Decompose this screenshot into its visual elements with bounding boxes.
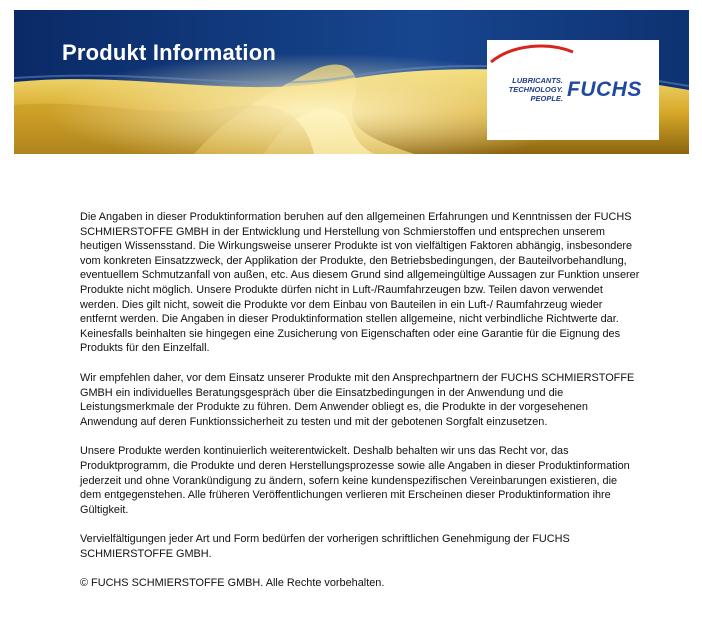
logo-tagline	[501, 76, 563, 103]
logo-brand-name: FUCHS	[567, 78, 642, 101]
header-banner	[14, 10, 689, 154]
paragraph: Unsere Produkte werden kontinuierlich weiterentwickelt. Deshalb behalten wir uns das Recht vor, das Produktprogramm, die Produkte und deren Herstellungsprozesse sowie alle Angaben in dieser Produktinformation jederzeit und ohne Vorankündigung zu ändern, sofern keine kundenspezifischen Vereinbarungen existieren, die dem entgegenstehen. Alle früheren Veröffentlichungen verlieren mit Erscheinen dieser Produktinformation ihre Gültigkeit.	[80, 445, 630, 516]
copyright-notice: © FUCHS SCHMIERSTOFFE GMBH. Alle Rechte vorbehalten.	[80, 577, 385, 590]
logo-tagline-line: TECHNOLOGY.	[508, 85, 563, 94]
disclaimer-text	[80, 210, 640, 606]
paragraph: Die Angaben in dieser Produktinformation beruhen auf den allgemeinen Erfahrungen und Kenntnissen der FUCHS SCHMIERSTOFFE GMBH in der Entwicklung und Herstellung von Schmierstoffen und entsprechen unserem heutigen Wissensstand. Die Wirkungsweise unserer Produkte ist von vielfältigen Faktoren abhängig, insbesondere vom konkreten Einsatzzweck, der Applikation der Produkte, den Betriebsbedingungen, der Bauteilvorbehandlung, eventuellem Schmutzanfall von außen, etc. Aus diesem Grund sind allgemeingültige Aussagen zur Funktion unserer Produkte nicht möglich. Unsere Produkte dürfen nicht in Luft-/Raumfahrzeugen bzw. Teilen davon verwendet werden. Dies gilt nicht, soweit die Produkte vor dem Einbau von Bauteilen in ein Luft-/ Raumfahrzeug wieder entfernt werden. Die Angaben in dieser Produktinformation stellen allgemeine, nicht verbindliche Richtwerte dar. Keinesfalls beinhalten sie hingegen eine Zusicherung von Eigenschaften oder eine Garantie für die Eignung des Produkts für den Einzelfall.	[80, 211, 640, 355]
fuchs-logo	[487, 40, 659, 140]
logo-tagline-line: PEOPLE.	[530, 94, 563, 103]
logo-swoosh-icon	[487, 40, 577, 66]
logo-tagline-line: LUBRICANTS.	[512, 76, 563, 85]
page-title: Produkt Information	[62, 40, 277, 65]
paragraph: Vervielfältigungen jeder Art und Form bedürfen der vorherigen schriftlichen Genehmigung der FUCHS SCHMIERSTOFFE GMBH.	[80, 533, 570, 560]
paragraph: Wir empfehlen daher, vor dem Einsatz unserer Produkte mit den Ansprechpartnern der FUCHS SCHMIERSTOFFE GMBH ein individuelles Beratungsgespräch über die Einsatzbedingungen in der Anwendung und die Leistungsmerkmale der Produkte zu führen. Dem Anwender obliegt es, die Produkte in der vorgesehenen Anwendung auf deren Funktionssicherheit zu testen und mit der gebotenen Sorgfalt einzusetzen.	[80, 371, 635, 428]
